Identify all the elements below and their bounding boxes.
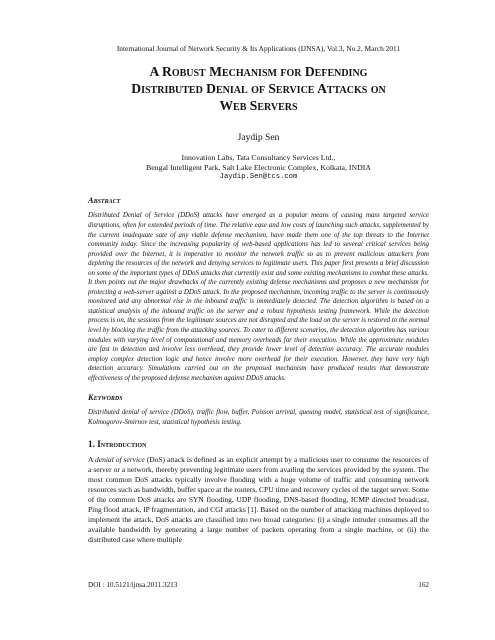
doi-label: DOI : 10.5121/ijnsa.2011.3213 <box>88 581 178 589</box>
keywords-text: Distributed denial of service (DDoS), traffic flow, buffer, Poisson arrival, queuing model, statistical test of significance, Kolmogorov-Smirnov test, statistical hypothesis testing. <box>88 409 429 426</box>
affiliation-line: Innovation Labs, Tata Consultancy Services Ltd., <box>181 153 336 162</box>
title-line: Distributed Denial of Service Attacks on <box>131 81 386 96</box>
author-email[interactable]: Jaydip.Sen@tcs.com <box>219 173 298 182</box>
intro-text-rest: (DoS) attack is defined as an explicit attempt by a malicious user to consume the resources of a server or a network, thereby preventing legitimate users from availing the services provided by the system. The most common DoS attacks typically involve flooding with a huge volume of traffic and consuming network resources such as bandwidth, buffer space at the routers, CPU time and recovery cycles of the target server. Some of the common DoS attacks are SYN flooding, UDP flooding, DNS-based flooding, ICMP directed broadcast, Ping flood attack, IP fragmentation, and CGI attacks [1]. Based on the number of attacking machines deployed to implement the attack, DoS attacks are classified into two broad categories: (i) a single intruder consumes all the available bandwidth by generating a large number of packets operating from a single machine, or (ii) the distributed case where multiple <box>88 455 429 545</box>
title-line: A Robust Mechanism for Defending <box>149 64 368 79</box>
page-number: 162 <box>418 581 429 589</box>
introduction-heading: 1. Introduction <box>88 439 147 450</box>
paper-title <box>88 63 429 114</box>
abstract-text: Distributed Denial of Service (DDoS) attacks have emerged as a popular means of causing mass targeted service disruptions, often for extended periods of time. The relative ease and low costs of launching such attacks, supplemented by the current inadequate sate of any viable defense mechanism, have made them one of the top threats to the Internet community today. Since the increasing popularity of web-based applications has led to several critical services being provided over the Internet, it is imperative to monitor the network traffic so as to prevent malicious attackers from depleting the resources of the network and denying services to legitimate users. This paper first presents a brief discussion on some of the important types of DDoS attacks that currently exist and some existing mechanisms to combat these attacks. It then points out the major drawbacks of the currently existing defense mechanisms and proposes a new mechanism for protecting a web-server against a DDoS attack. In the proposed mechanism, incoming traffic to the server is continuously monitored and any abnormal rise in the inbound traffic is immediately detected. The detection algorithm is based on a statistical analysis of the inbound traffic on the server and a robust hypothesis testing framework. While the detection process is on, the sessions from the legitimate sources are not disrupted and the load on the server is restored to the normal level by blocking the traffic from the attacking sources. To cater to different scenarios, the detection algorithm has various modules with varying level of computational and memory overheads for their execution. While the approximate modules are fast in detection and involve less overhead, they provide lower level of detection accuracy. The accurate modules employ complex detection logic and hence involve more overhead for their execution. However, they have very high detection accuracy. Simulations carried out on the proposed mechanism have produced results that demonstrate effectiveness of the proposed defense mechanism against DDoS attacks. <box>88 212 429 382</box>
author-name: Jaydip Sen <box>237 132 280 143</box>
introduction-text <box>88 455 429 545</box>
keywords-heading: Keywords <box>88 393 123 403</box>
running-head: International Journal of Network Security & Its Applications (IJNSA), Vol.3, No.2, March 2011 <box>116 44 401 53</box>
intro-text-start: A <box>88 455 95 465</box>
title-line: Web Servers <box>219 98 298 113</box>
abstract-heading: Abstract <box>88 196 121 206</box>
intro-emphasis: denial of service <box>94 455 145 465</box>
page-footer <box>88 581 429 589</box>
affiliation-line: Bengal Intelligent Park, Salt Lake Electronic Complex, Kolkata, INDIA <box>146 163 371 173</box>
